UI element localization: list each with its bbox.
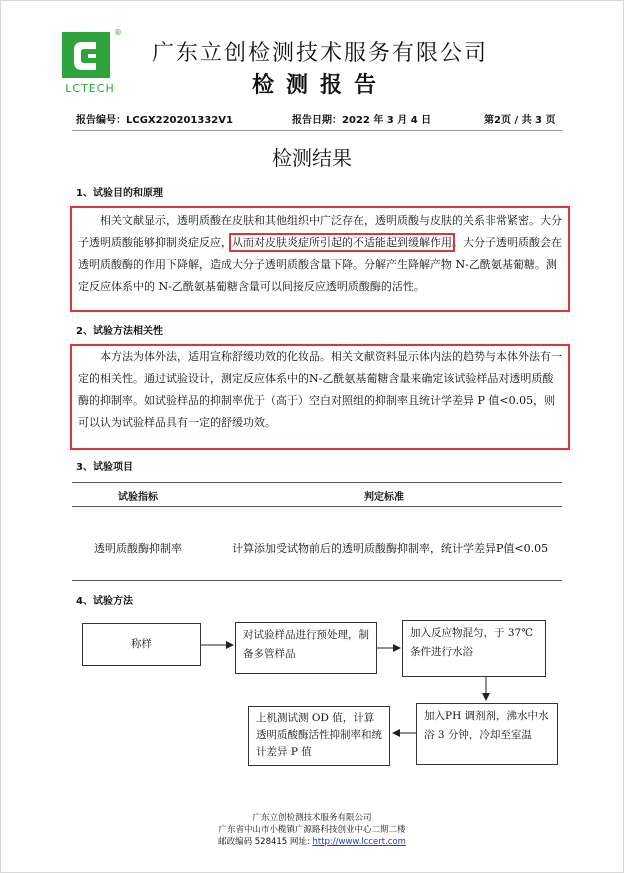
flow-step-react: 加入反应物混匀，于 37℃条件进行水浴 [402,620,546,677]
flow-step-pretreat: 对试验样品进行预处理，制备多管样品 [235,622,377,674]
page-number: 第2页 / 共 3 页 [484,115,556,126]
section-3-heading: 3、试验项目 [76,462,133,473]
results-title: 检测结果 [272,146,352,170]
footer-postcode: 邮政编码 528415 网址: [218,837,313,847]
section-1-text-b: 。大分子透明质酸会在透明质酸酶的作用下降解，造成大分子透明质酸含量下降。分解产生降解产物 N-乙酰氨基葡糖。测定反应体系中的 N-乙酰氨基葡糖含量可以间接反应透明质酸酶的活性。 [78,236,562,293]
flow-step-measure: 上机测试测 OD 值，计算透明质酸酶活性抑制率和统计差异 P 值 [248,706,390,766]
table-cell-indicator: 透明质酸酶抑制率 [94,542,182,555]
footer-contact [0,835,624,847]
logo-text: LCTECH [65,82,115,95]
registered-mark: ® [114,28,122,37]
footer-address: 广东省中山市小榄镇广源路科技创业中心二期二楼 [218,825,406,835]
flow-step-ph-adjust: 加入PH 调剂剂，沸水中水浴 3 分钟，冷却至室温 [416,703,558,765]
table-cell-criterion: 计算添加受试物前后的透明质酸酶抑制率，统计学差异P值<0.05 [232,542,549,555]
table-header-criterion: 判定标准 [364,492,404,503]
footer-website-link[interactable]: http://www.lccert.com [312,837,406,847]
section-2-heading: 2、试验方法相关性 [76,326,163,337]
report-title: 检测报告 [251,72,388,98]
section-1-highlighted-text: 从而对皮肤炎症所引起的不适能起到缓解作用 [232,236,452,249]
section-4-heading: 4、试验方法 [76,596,133,607]
flow-step-weigh: 称样 [82,623,201,666]
footer-company: 广东立创检测技术服务有限公司 [252,813,372,823]
section-1-heading: 1、试验目的和原理 [76,188,163,199]
table-header-indicator: 试验指标 [118,492,158,503]
section-1-text-a: 相关文献显示，透明质酸在皮肤和其他组织中广泛存在，透明质酸与皮肤的关系非常紧密。大分子透明质酸能够抑制炎症反应， [78,214,562,249]
company-name: 广东立创检测技术服务有限公司 [151,41,488,66]
section-2-paragraph: 本方法为体外法，适用宣称舒缓功效的化妆品。相关文献资料显示体内法的趋势与本体外法有一定的相关性。通过试验设计，测定反应体系中的N-乙酰氨基葡糖含量来确定该试验样品对透明质酸酶的抑制率。如试验样品的抑制率优于（高于）空白对照组的抑制率且统计学差异 P 值<0.05，则可以认为试验样品具有一定的舒缓功效。 [78,350,562,429]
report-date: 报告日期：2022 年 3 月 4 日 [292,115,432,126]
report-number: 报告编号：LCGX220201332V1 [76,115,233,126]
